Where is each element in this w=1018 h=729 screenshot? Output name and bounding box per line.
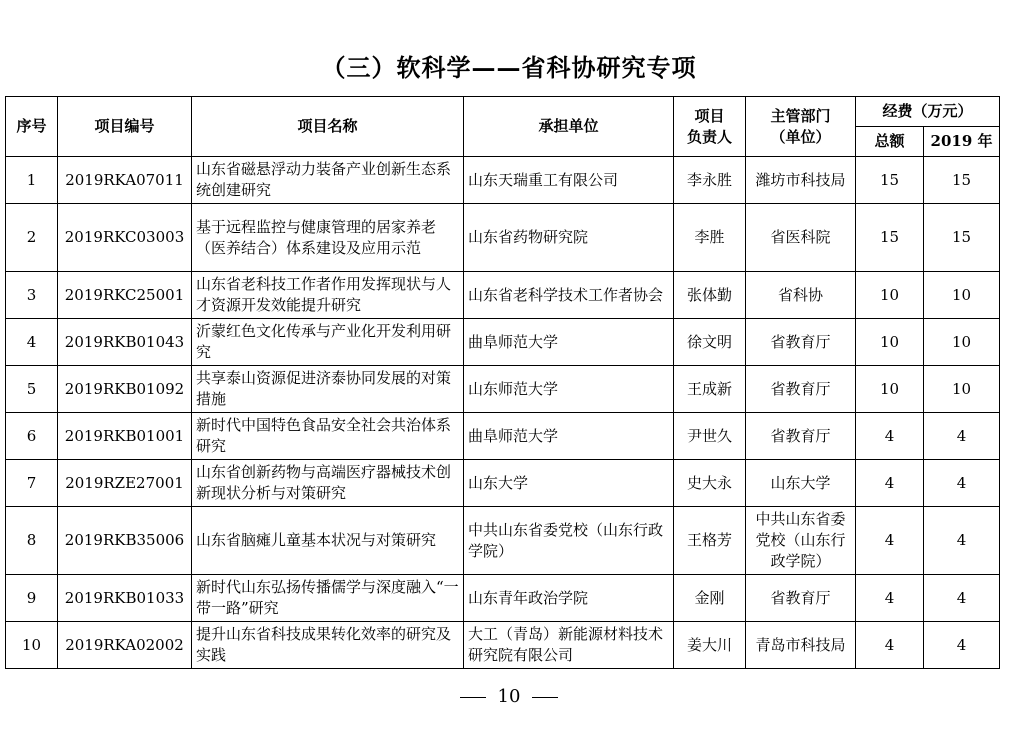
- cell-leader: 张体勤: [674, 272, 746, 319]
- table-row: [6, 622, 1000, 669]
- header-dept: [746, 97, 856, 157]
- page-number: 10: [497, 686, 521, 707]
- cell-dept: 山东大学: [746, 460, 856, 507]
- cell-code: 2019RKB01092: [58, 366, 192, 413]
- cell-leader: 徐文明: [674, 319, 746, 366]
- cell-leader: 史大永: [674, 460, 746, 507]
- cell-dept: 省教育厅: [746, 366, 856, 413]
- cell-code: 2019RKB01043: [58, 319, 192, 366]
- cell-code: 2019RZE27001: [58, 460, 192, 507]
- projects-table: [5, 96, 1000, 669]
- cell-leader: 王成新: [674, 366, 746, 413]
- header-leader: [674, 97, 746, 157]
- cell-dept: 青岛市科技局: [746, 622, 856, 669]
- cell-seq: 6: [6, 413, 58, 460]
- cell-year: 10: [924, 366, 1000, 413]
- cell-year: 15: [924, 204, 1000, 272]
- cell-dept: 中共山东省委党校（山东行政学院）: [746, 507, 856, 575]
- header-dept-line1: 主管部门: [770, 106, 831, 125]
- cell-dept: 省科协: [746, 272, 856, 319]
- table-row: [6, 507, 1000, 575]
- cell-code: 2019RKC25001: [58, 272, 192, 319]
- cell-leader: 王格芳: [674, 507, 746, 575]
- cell-total: 10: [856, 366, 924, 413]
- cell-year: 4: [924, 413, 1000, 460]
- cell-name: 新时代山东弘扬传播儒学与深度融入“一带一路”研究: [192, 575, 464, 622]
- cell-name: 提升山东省科技成果转化效率的研究及实践: [192, 622, 464, 669]
- table-row: [6, 319, 1000, 366]
- cell-total: 4: [856, 460, 924, 507]
- header-dept-line2: （单位）: [770, 127, 831, 146]
- cell-code: 2019RKA07011: [58, 157, 192, 204]
- cell-total: 4: [856, 413, 924, 460]
- cell-leader: 李胜: [674, 204, 746, 272]
- header-total: 总额: [856, 127, 924, 157]
- cell-name: 山东省创新药物与高端医疗器械技术创新现状分析与对策研究: [192, 460, 464, 507]
- cell-leader: 李永胜: [674, 157, 746, 204]
- cell-seq: 5: [6, 366, 58, 413]
- table-row: [6, 157, 1000, 204]
- cell-seq: 9: [6, 575, 58, 622]
- cell-leader: 尹世久: [674, 413, 746, 460]
- cell-unit: 曲阜师范大学: [464, 413, 674, 460]
- cell-total: 10: [856, 319, 924, 366]
- cell-seq: 4: [6, 319, 58, 366]
- footer-dash-left: [460, 697, 486, 698]
- cell-unit: 山东省老科学技术工作者协会: [464, 272, 674, 319]
- page-footer: [0, 686, 1018, 707]
- table-row: [6, 575, 1000, 622]
- cell-unit: 中共山东省委党校（山东行政学院）: [464, 507, 674, 575]
- header-name: 项目名称: [192, 97, 464, 157]
- cell-total: 10: [856, 272, 924, 319]
- cell-total: 4: [856, 507, 924, 575]
- table-row: [6, 366, 1000, 413]
- cell-unit: 大工（青岛）新能源材料技术研究院有限公司: [464, 622, 674, 669]
- cell-dept: 省医科院: [746, 204, 856, 272]
- cell-leader: 姜大川: [674, 622, 746, 669]
- cell-unit: 山东大学: [464, 460, 674, 507]
- cell-unit: 山东师范大学: [464, 366, 674, 413]
- cell-seq: 7: [6, 460, 58, 507]
- cell-dept: 省教育厅: [746, 413, 856, 460]
- cell-year: 10: [924, 319, 1000, 366]
- table-row: [6, 413, 1000, 460]
- cell-dept: 省教育厅: [746, 319, 856, 366]
- table-row: [6, 460, 1000, 507]
- cell-total: 15: [856, 157, 924, 204]
- header-leader-line2: 负责人: [686, 127, 732, 146]
- cell-dept: 潍坊市科技局: [746, 157, 856, 204]
- cell-seq: 3: [6, 272, 58, 319]
- cell-year: 4: [924, 622, 1000, 669]
- cell-total: 4: [856, 575, 924, 622]
- cell-year: 4: [924, 575, 1000, 622]
- cell-year: 10: [924, 272, 1000, 319]
- cell-code: 2019RKC03003: [58, 204, 192, 272]
- cell-seq: 10: [6, 622, 58, 669]
- cell-dept: 省教育厅: [746, 575, 856, 622]
- cell-unit: 曲阜师范大学: [464, 319, 674, 366]
- cell-code: 2019RKB01033: [58, 575, 192, 622]
- cell-year: 4: [924, 507, 1000, 575]
- cell-code: 2019RKA02002: [58, 622, 192, 669]
- cell-seq: 8: [6, 507, 58, 575]
- cell-seq: 2: [6, 204, 58, 272]
- cell-unit: 山东省药物研究院: [464, 204, 674, 272]
- header-seq: 序号: [6, 97, 58, 157]
- header-year: 2019 年: [924, 127, 1000, 157]
- table-row: [6, 272, 1000, 319]
- cell-name: 山东省脑瘫儿童基本状况与对策研究: [192, 507, 464, 575]
- cell-code: 2019RKB01001: [58, 413, 192, 460]
- page-title: （三）软科学——省科协研究专项: [321, 53, 697, 82]
- header-unit: 承担单位: [464, 97, 674, 157]
- cell-total: 15: [856, 204, 924, 272]
- header-code: 项目编号: [58, 97, 192, 157]
- header-leader-line1: 项目: [694, 106, 725, 125]
- cell-unit: 山东青年政治学院: [464, 575, 674, 622]
- cell-year: 4: [924, 460, 1000, 507]
- cell-total: 4: [856, 622, 924, 669]
- cell-leader: 金刚: [674, 575, 746, 622]
- cell-name: 沂蒙红色文化传承与产业化开发利用研究: [192, 319, 464, 366]
- footer-dash-right: [532, 697, 558, 698]
- cell-seq: 1: [6, 157, 58, 204]
- cell-name: 山东省磁悬浮动力装备产业创新生态系统创建研究: [192, 157, 464, 204]
- cell-year: 15: [924, 157, 1000, 204]
- cell-name: 基于远程监控与健康管理的居家养老（医养结合）体系建设及应用示范: [192, 204, 464, 272]
- cell-unit: 山东天瑞重工有限公司: [464, 157, 674, 204]
- cell-code: 2019RKB35006: [58, 507, 192, 575]
- table-row: [6, 204, 1000, 272]
- cell-name: 共享泰山资源促进济泰协同发展的对策措施: [192, 366, 464, 413]
- header-funding: 经费（万元）: [856, 97, 1000, 127]
- cell-name: 新时代中国特色食品安全社会共治体系研究: [192, 413, 464, 460]
- cell-name: 山东省老科技工作者作用发挥现状与人才资源开发效能提升研究: [192, 272, 464, 319]
